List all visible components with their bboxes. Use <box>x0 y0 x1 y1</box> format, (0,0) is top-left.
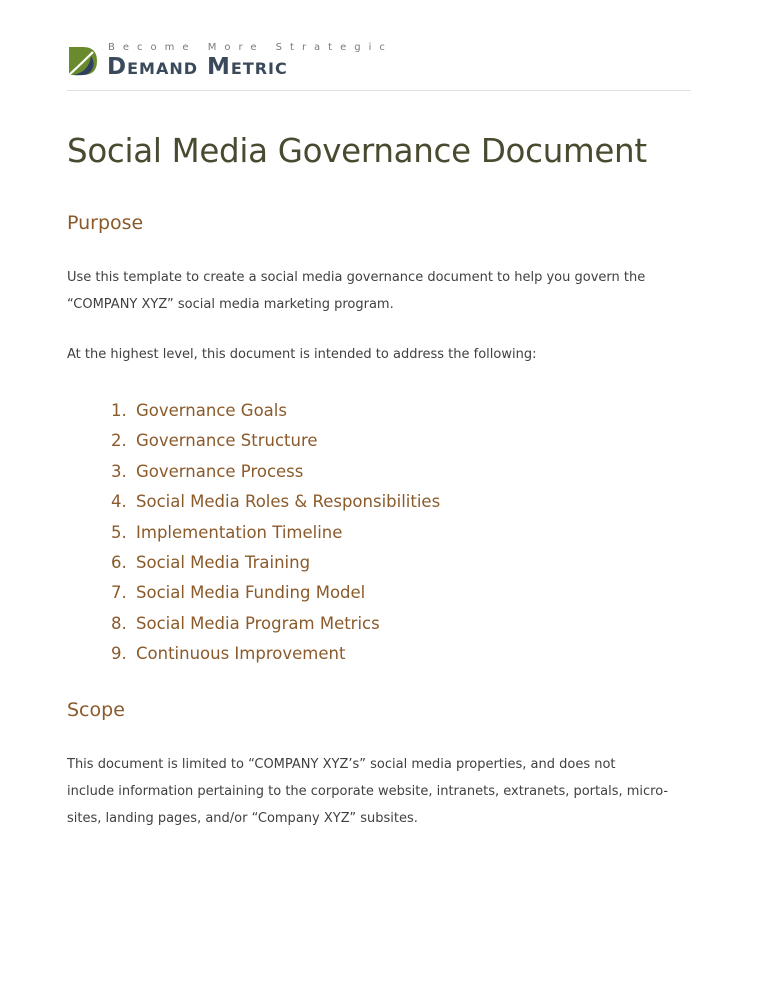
list-item: 7. Social Media Funding Model <box>111 583 366 603</box>
scope-paragraph <box>67 751 697 832</box>
scope-heading: Scope <box>67 699 125 721</box>
purpose-intro: At the highest level, this document is intended to address the following: <box>67 347 537 362</box>
scope-line-3: sites, landing pages, and/or “Company XYZ” subsites. <box>67 811 418 826</box>
list-item: 1. Governance Goals <box>111 401 287 420</box>
scope-line-1: This document is limited to “COMPANY XYZ’s” social media properties, and does not <box>67 757 616 772</box>
scope-line-2: include information pertaining to the corporate website, intranets, extranets, portals, micro- <box>67 784 669 799</box>
tagline: Become More Strategic <box>108 42 393 53</box>
purpose-heading: Purpose <box>67 212 144 234</box>
list-item: 3. Governance Process <box>111 461 304 481</box>
list-item: 6. Social Media Training <box>111 552 311 572</box>
purpose-line-1: Use this template to create a social media governance document to help you govern the <box>67 270 646 285</box>
header-divider <box>67 90 691 91</box>
list-item: 9. Continuous Improvement <box>111 644 346 664</box>
list-item: 4. Social Media Roles & Responsibilities <box>111 492 441 512</box>
list-item: 2. Governance Structure <box>111 431 318 451</box>
document-title: Social Media Governance Document <box>67 132 647 170</box>
list-item: 5. Implementation Timeline <box>111 522 343 542</box>
topics-list <box>111 396 440 670</box>
purpose-line-2: “COMPANY XYZ” social media marketing program. <box>67 297 394 312</box>
purpose-paragraph <box>67 264 697 318</box>
brand-name: Demand Metric <box>107 54 288 80</box>
demand-metric-logo-icon <box>67 44 101 78</box>
list-item: 8. Social Media Program Metrics <box>111 613 380 633</box>
page-header <box>67 40 691 92</box>
